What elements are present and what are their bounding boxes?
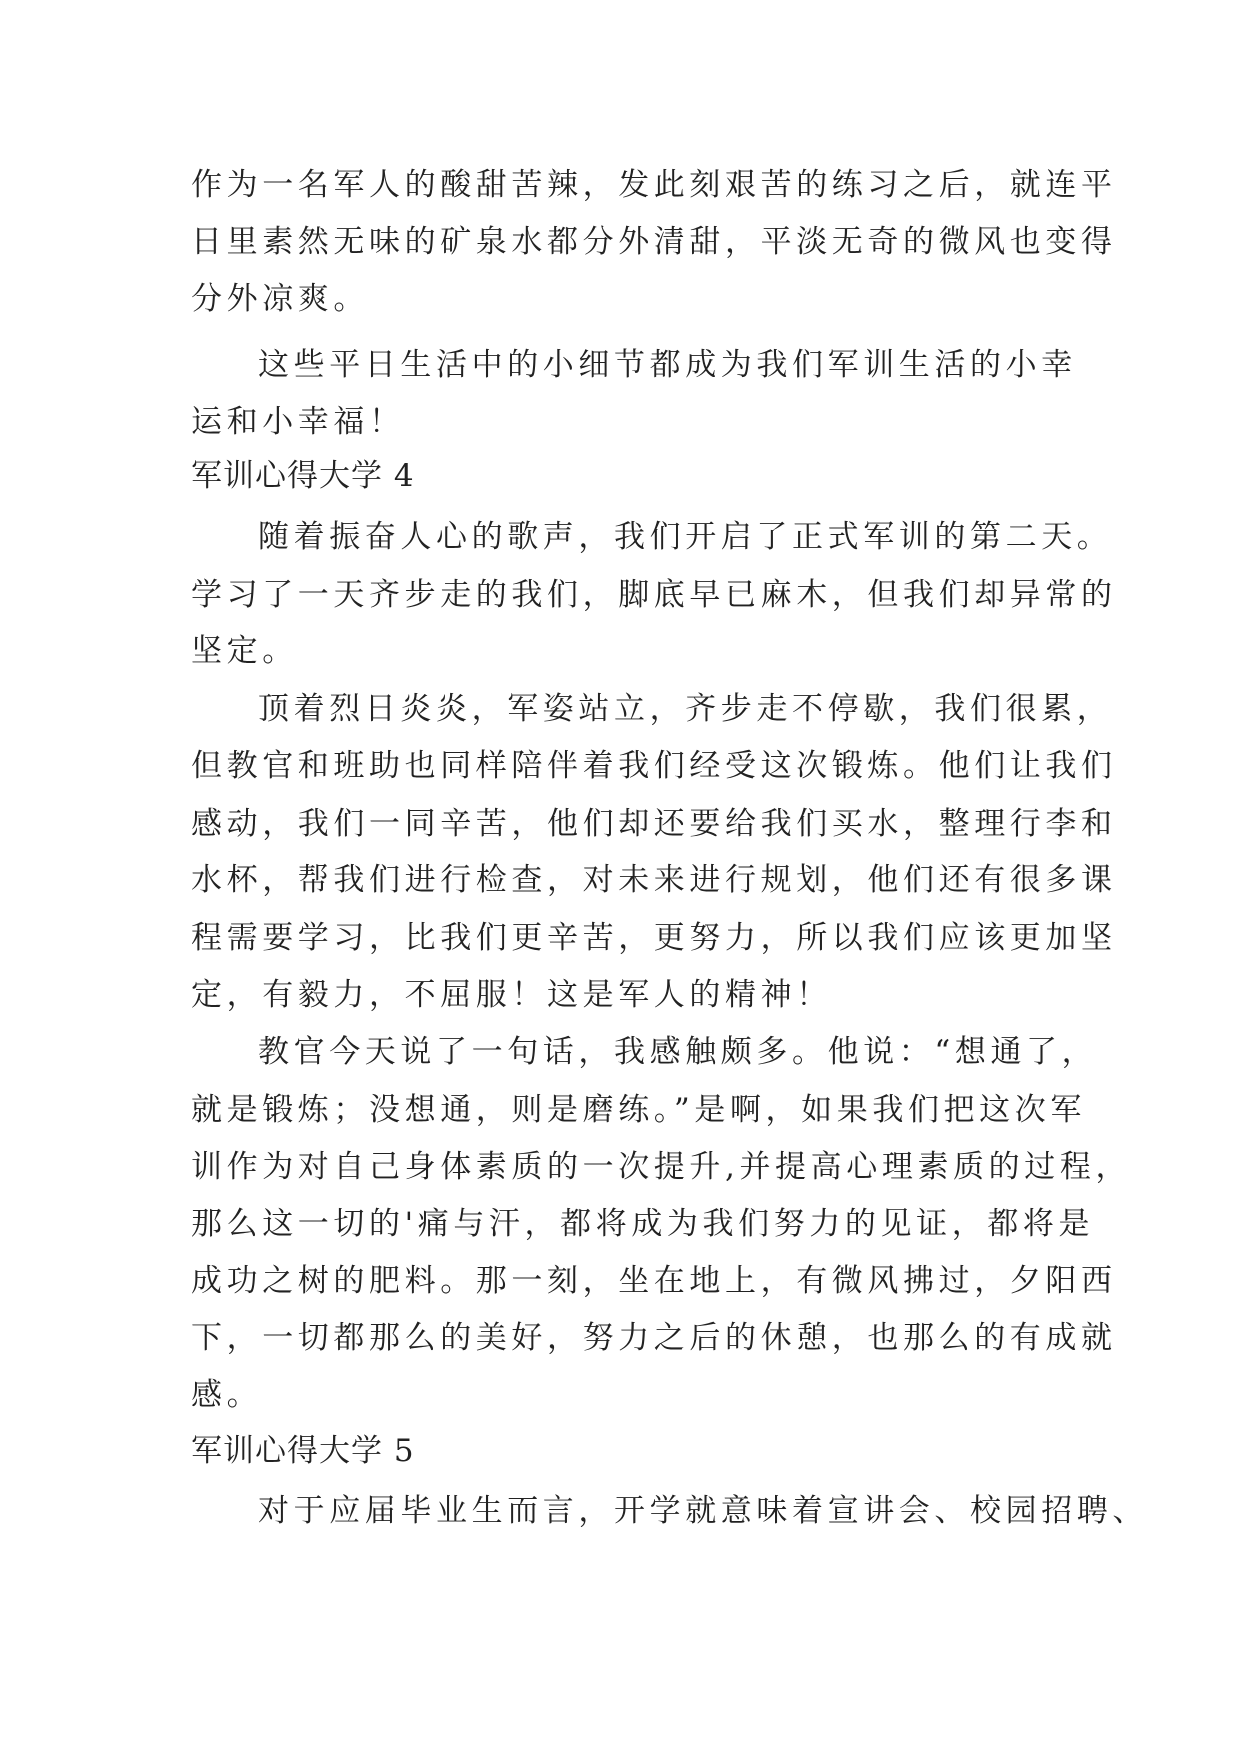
section-heading: 军训心得大学 5: [191, 1433, 415, 1469]
paragraph-start-line: 教官今天说了一句话，我感触颇多。他说：“想通了，: [258, 1034, 1098, 1070]
text-line: 训作为对自己身体素质的一次提升,并提高心理素质的过程，: [191, 1149, 1132, 1185]
text-line: 定，有毅力，不屈服！这是军人的精神！: [191, 977, 832, 1013]
text-line: 作为一名军人的酸甜苦辣，发此刻艰苦的练习之后，就连平: [191, 167, 1117, 203]
paragraph-start-line: 顶着烈日炎炎，军姿站立，齐步走不停歇，我们很累，: [258, 691, 1113, 727]
text-line: 运和小幸福！: [191, 404, 405, 440]
paragraph-start-line: 对于应届毕业生而言，开学就意味着宣讲会、校园招聘、: [258, 1493, 1148, 1529]
text-line: 下，一切都那么的美好，努力之后的休憩，也那么的有成就: [191, 1320, 1117, 1356]
text-line: 日里素然无味的矿泉水都分外清甜，平淡无奇的微风也变得: [191, 224, 1117, 260]
text-line: 分外凉爽。: [191, 281, 369, 317]
paragraph-start-line: 这些平日生活中的小细节都成为我们军训生活的小幸: [258, 347, 1077, 383]
section-heading: 军训心得大学 4: [191, 458, 415, 494]
text-line: 学习了一天齐步走的我们，脚底早已麻木，但我们却异常的: [191, 577, 1117, 613]
paragraph-start-line: 随着振奋人心的歌声，我们开启了正式军训的第二天。: [258, 519, 1113, 555]
text-line: 成功之树的肥料。那一刻，坐在地上，有微风拂过，夕阳西: [191, 1263, 1117, 1299]
text-line: 那么这一切的'痛与汗，都将成为我们努力的见证，都将是: [191, 1206, 1095, 1242]
text-line: 但教官和班助也同样陪伴着我们经受这次锻炼。他们让我们: [191, 748, 1117, 784]
text-line: 坚定。: [191, 633, 298, 669]
text-line: 就是锻炼；没想通，则是磨练。”是啊，如果我们把这次军: [191, 1092, 1086, 1128]
text-line: 程需要学习，比我们更辛苦，更努力，所以我们应该更加坚: [191, 920, 1117, 956]
text-line: 水杯，帮我们进行检查，对未来进行规划，他们还有很多课: [191, 862, 1117, 898]
text-line: 感。: [191, 1377, 263, 1413]
text-line: 感动，我们一同辛苦，他们却还要给我们买水，整理行李和: [191, 806, 1117, 842]
